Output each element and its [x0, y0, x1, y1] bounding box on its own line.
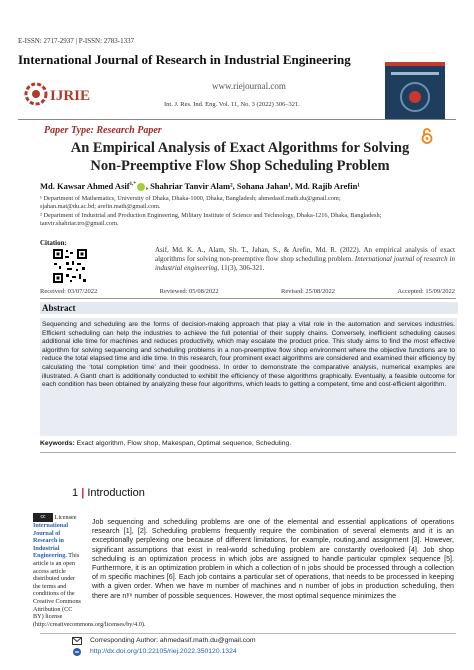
license-note — [33, 513, 146, 628]
keywords-divider — [40, 452, 456, 453]
journal-logo — [24, 80, 98, 108]
keywords — [40, 440, 291, 447]
first-author-affil: 1,* — [129, 182, 136, 188]
abstract-text: Sequencing and scheduling are the forms of decision-making approach that play a vital role in the automation and services industries. Efficient scheduling can help the industries to achieve the full potential of their supply chains. Conversely, inefficient scheduling causes additional idle time for machines and reduces productivity, which may escalate the product price. This study aims to find the most effective algorithm for solving sequencing and scheduling problems in a non-preemptive flow shop environment where the objective functions are to reduce the total elapsed time and idle time. In this research, four prominent exact algorithms are considered and examined their efficiency by calculating the ‘total completion time’ and their goodness. In order to demonstrate the comparative analysis, numerical examples are illustrated. A Gantt chart is additionally conducted to exhibit the efficiency of these algorithms graphically. Eventually, a feasible outcome for each condition has been obtained by analyzing these four algorithms, which leads to getting a competent, time and cost-efficient algorithm. — [40, 318, 457, 436]
license-licensee: Licensee — [54, 513, 77, 521]
mail-icon — [72, 637, 82, 645]
abstract-heading: Abstract — [40, 302, 458, 314]
title-line-2: Non-Preemptive Flow Shop Scheduling Problem — [90, 158, 390, 174]
dates-divider — [40, 298, 456, 299]
logo-text: IJRIE — [50, 88, 91, 104]
license-terms: This article is an open access article distributed under the terms and conditions of the Creative Commons Attribution (CC BY) license (http://creativecommons.org/licenses/by/4.0). — [33, 552, 146, 628]
header-divider — [18, 119, 456, 120]
citation-text — [155, 246, 455, 273]
license-journal: International Journal of Research in Industrial Engineering. — [33, 522, 69, 560]
date-reviewed: Reviewed: 05/08/2022 — [159, 288, 219, 295]
author-list — [40, 181, 360, 191]
section-number: 1 — [72, 487, 79, 499]
first-author[interactable]: Md. Kawsar Ahmed Asif — [40, 181, 130, 191]
citation-body: Asif, Md. K. A., Alam, Sh. T., Jahan, S., & Arefin, Md. R. (2022). An empirical analysis of exact algorithms for solving non-preemptive flow shop scheduling problem. — [155, 246, 455, 263]
affiliation-line: ² Department of Industrial and Production Engineering, Military Institute of Science and Technology, Dhaka-1216, Dhaka, Bangladesh; — [40, 212, 382, 219]
paper-title — [40, 139, 440, 175]
journal-cover-image — [385, 62, 445, 120]
journal-title: International Journal of Research in Industrial Engineering — [18, 52, 351, 67]
other-authors: , Shahriar Tanvir Alam², Sohana Jahan¹, Md. Rajib Arefin¹ — [145, 181, 360, 191]
volume-citation: Int. J. Res. Ind. Eng. Vol. 11, No. 3 (2022) 306–321. — [164, 101, 300, 108]
section-heading-introduction — [72, 487, 145, 499]
keywords-label: Keywords: — [40, 440, 75, 447]
citation-tail: 11(3), 306-321. — [219, 264, 265, 272]
dates-row — [40, 288, 455, 295]
section-separator: | — [81, 487, 85, 499]
date-accepted: Accepted: 15/09/2022 — [397, 288, 455, 295]
issn-line: E-ISSN: 2717-2937 | P-ISSN: 2783-1337 — [18, 37, 135, 45]
doi-link[interactable]: http://dx.doi.org/10.22105/riej.2022.350120.1324 — [90, 648, 237, 655]
citation-label: Citation: — [40, 239, 67, 247]
date-received: Received: 03/07/2022 — [40, 288, 98, 295]
affiliation-line: tanvir.shahriar.tro@gmail.com. — [40, 220, 119, 227]
corresponding-author[interactable]: Corresponding Author: ahmedasif.math.du@gmail.com — [90, 637, 256, 644]
paper-type: Paper Type: Research Paper — [44, 125, 162, 136]
cc-by-icon[interactable]: cc — [33, 513, 53, 522]
affiliation-line: ¹ Department of Mathematics, University of Dhaka, Dhaka-1000, Dhaka, Bangladesh; ahmedasif.math.du@gmail.com; — [40, 195, 341, 202]
introduction-paragraph: Job sequencing and scheduling problems are one of the elemental and essential applications of operations research [1], [2]. Scheduling problems frequently require the combination of several elements and it is an exceptionally perplexing one because of different limitations, for example, routing,and assignment [3]. However, significant assumptions that exist in real-world scheduling problem are constantly overlooked [4]. Job shop scheduling is an optimization process in which jobs are assigned to handle particular cpmplex sequence [5]. Furthermore, it is an optimization problem in which a collection of n jobs should be processed through a collection of m specific machines [6]. Each job contains a particular set of operations, that needs to be processed in keeping with a given order. When we have m number of machines and n number of jobs in production scheduling, then there are n!ᵐ number of possible sequences. However, the most optimal sequence minimizes the — [92, 518, 454, 600]
link-icon — [72, 647, 82, 657]
date-revised: Revised: 25/08/2022 — [281, 288, 336, 295]
affiliation-line: sjahan.mat@du.ac.bd; arefin.math@gmail.com. — [40, 203, 161, 210]
footer-divider — [40, 633, 456, 634]
orcid-icon[interactable] — [137, 183, 145, 191]
title-line-1: An Empirical Analysis of Exact Algorithms for Solving — [70, 140, 410, 156]
keywords-list: Exact algorithm, Flow shop, Makespan, Optimal sequence, Scheduling. — [74, 440, 292, 447]
section-title: Introduction — [87, 487, 145, 499]
citation-journal: International journal of research in industrial engineering, — [155, 255, 456, 272]
journal-website[interactable]: www.riejournal.com — [212, 81, 286, 91]
qr-code — [52, 248, 88, 284]
